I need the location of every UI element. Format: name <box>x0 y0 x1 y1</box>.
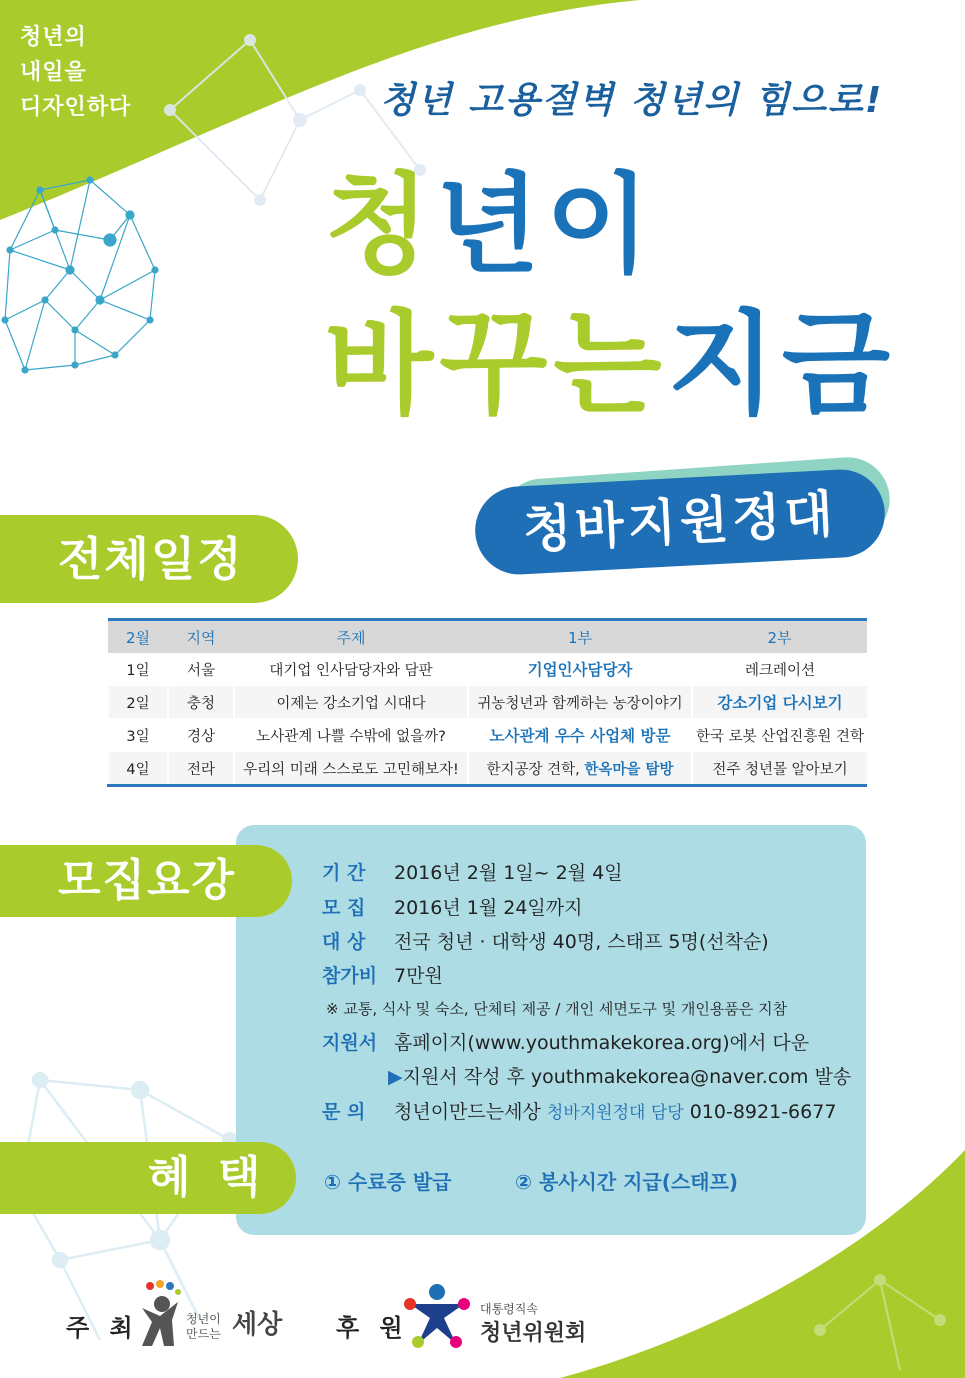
table-row <box>108 653 867 686</box>
contact-phone: 010-8921-6677 <box>689 1101 837 1123</box>
section-benefit-heading: 혜 택 <box>0 1142 296 1214</box>
sponsor-label: 후 원 <box>336 1314 409 1342</box>
contact-org: 청년이만드는세상 <box>394 1101 541 1123</box>
info-period <box>322 858 623 885</box>
benefit-volunteer-hours: ② 봉사시간 지급(스태프) <box>515 1170 739 1194</box>
cell-region: 경상 <box>168 719 234 752</box>
contact-label: 문 의 <box>322 1101 366 1123</box>
deadline-label: 모 집 <box>322 897 366 919</box>
apply-label: 지원서 <box>322 1032 378 1054</box>
header-month: 2월 <box>108 620 168 654</box>
header-part1: 1부 <box>468 620 692 654</box>
cell-topic: 노사관계 나쁠 수밖에 없을까? <box>234 719 468 752</box>
info-contact <box>322 1097 836 1124</box>
cell-topic: 이제는 강소기업 시대다 <box>234 686 468 719</box>
corner-slogan <box>20 20 131 125</box>
header-part2: 2부 <box>692 620 867 654</box>
cell-topic: 대기업 인사담당자와 담판 <box>234 653 468 686</box>
apply-value: 홈페이지(www.youthmakekorea.org)에서 다운 <box>394 1032 810 1054</box>
subtitle: 청년 고용절벽 청년의 힘으로! <box>380 80 884 121</box>
contact-person: 청바지원정대 담당 <box>546 1103 684 1123</box>
title-glyph: 년 <box>435 163 546 288</box>
cell-part2: 강소기업 다시보기 <box>692 686 867 719</box>
title-glyph: 바 <box>325 300 440 430</box>
cell-region: 전라 <box>168 752 234 786</box>
cell-part1: 귀농청년과 함께하는 농장이야기 <box>468 686 692 719</box>
title-glyph: 지 <box>667 300 782 430</box>
cell-part2: 레크레이션 <box>692 653 867 686</box>
host-logo-small-2: 만드는 <box>186 1327 221 1341</box>
host-logo-small-1: 청년이 <box>186 1312 221 1326</box>
host-logo-icon <box>132 1280 192 1350</box>
cell-day: 2일 <box>108 686 168 719</box>
cell-day: 4일 <box>108 752 168 786</box>
sponsor-logo-big: 청년위원회 <box>480 1321 587 1346</box>
arrow-right-icon: ▶ <box>388 1066 403 1088</box>
target-label: 대 상 <box>322 931 366 953</box>
apply-value-2: 지원서 작성 후 youthmakekorea@naver.com 발송 <box>402 1066 852 1088</box>
cell-region: 충청 <box>168 686 234 719</box>
header-region: 지역 <box>168 620 234 654</box>
team-badge: 청바지원정대 <box>473 467 887 576</box>
cell-region: 서울 <box>168 653 234 686</box>
cell-part1-text: 한지공장 견학, <box>486 761 580 778</box>
corner-line-3: 디자인하다 <box>20 95 132 120</box>
corner-line-1: 청년의 <box>20 25 87 50</box>
info-apply <box>322 1028 809 1055</box>
info-target <box>322 927 769 954</box>
deadline-value: 2016년 1월 24일까지 <box>394 897 583 919</box>
cell-part1: 노사관계 우수 사업체 방문 <box>468 719 692 752</box>
corner-line-2: 내일을 <box>20 60 87 85</box>
cell-part1-highlight: 한옥마을 탐방 <box>584 761 674 778</box>
host-label: 주 최 <box>66 1314 139 1342</box>
info-fee <box>322 961 443 988</box>
title-glyph: 금 <box>781 300 897 430</box>
title-glyph: 이 <box>545 163 656 288</box>
schedule-header-row <box>108 620 867 654</box>
cell-topic: 우리의 미래 스스로도 고민해보자! <box>234 752 468 786</box>
title-glyph: 청 <box>325 163 436 288</box>
info-note: ※ 교통, 식사 및 숙소, 단체티 제공 / 개인 세면도구 및 개인용품은 지참 <box>326 1000 788 1018</box>
header-topic: 주제 <box>234 620 468 654</box>
period-label: 기 간 <box>322 862 366 884</box>
title-line-2 <box>325 275 896 436</box>
cell-part2: 전주 청년몰 알아보기 <box>692 752 867 786</box>
title-line-1 <box>325 138 656 293</box>
period-value: 2016년 2월 1일~ 2월 4일 <box>394 862 623 884</box>
fee-label: 참가비 <box>322 965 378 987</box>
section-recruit-heading: 모집요강 <box>0 845 292 917</box>
target-value: 전국 청년 · 대학생 40명, 스태프 5명(선착순) <box>394 931 769 953</box>
sponsor-logo-icon <box>404 1282 470 1348</box>
title-glyph: 꾸 <box>439 300 554 430</box>
host-logo-big: 세상 <box>232 1310 283 1340</box>
info-deadline <box>322 893 582 920</box>
info-apply-2 <box>388 1062 851 1089</box>
schedule-table <box>107 618 867 787</box>
title-glyph: 는 <box>553 300 668 430</box>
section-schedule-heading: 전체일정 <box>0 515 298 603</box>
cell-day: 1일 <box>108 653 168 686</box>
cell-day: 3일 <box>108 719 168 752</box>
table-row <box>108 719 867 752</box>
cell-part2: 한국 로봇 산업진흥원 견학 <box>692 719 867 752</box>
table-row <box>108 752 867 786</box>
sponsor-logo-small: 대통령직속 <box>480 1302 538 1316</box>
cell-part1 <box>468 752 692 786</box>
benefit-certificate: ① 수료증 발급 <box>324 1170 452 1194</box>
fee-value: 7만원 <box>394 965 443 987</box>
table-row <box>108 686 867 719</box>
host-logo-small <box>186 1312 221 1342</box>
cell-part1: 기업인사담당자 <box>468 653 692 686</box>
